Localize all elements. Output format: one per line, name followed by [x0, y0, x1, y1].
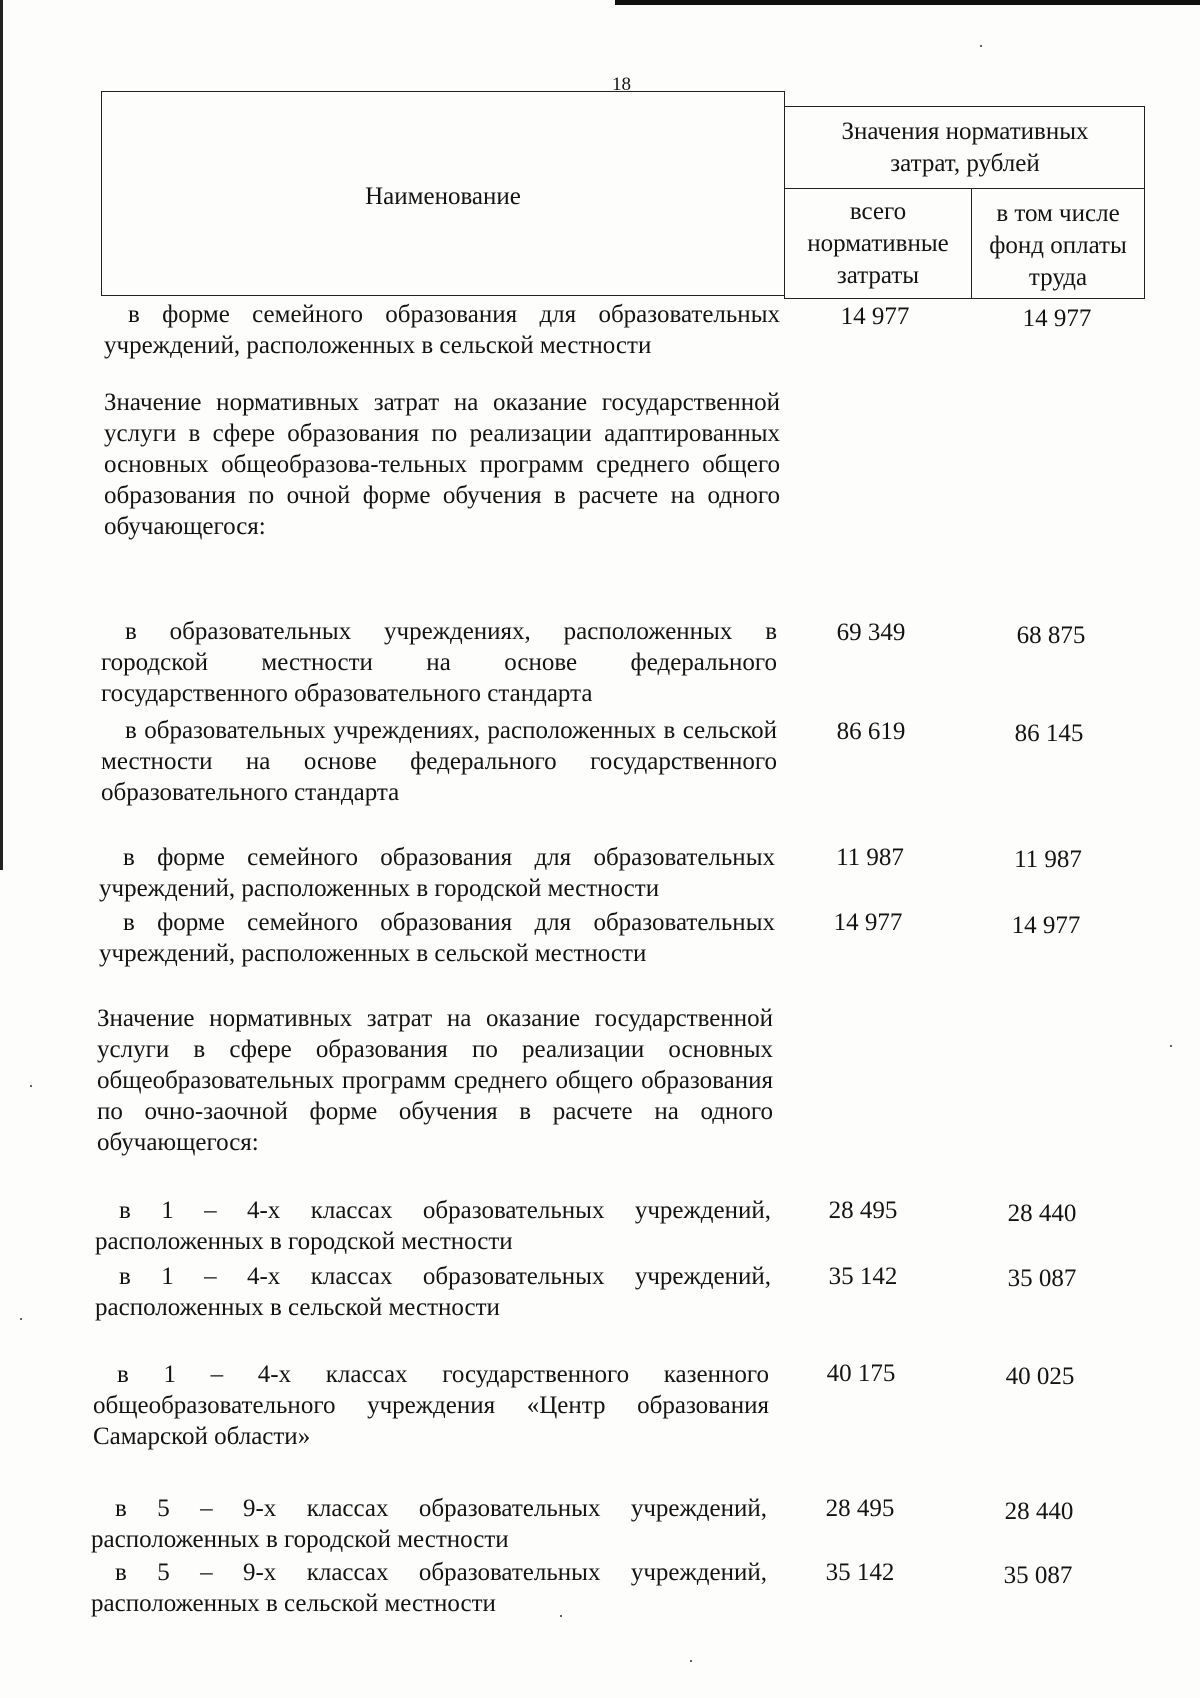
row-value-total: 35 142 — [828, 1263, 898, 1290]
scan-speck — [1170, 1045, 1172, 1047]
row-value-total: 11 987 — [836, 844, 904, 871]
header-payroll-label: в том числе фонд оплаты труда — [989, 200, 1127, 291]
row-name: в образовательных учреждениях, расположенных в сельской местности на основе федерального государственного образовательного стандарта — [101, 717, 777, 806]
scan-speck — [30, 1085, 32, 1087]
row-name: в форме семейного образования для образовательных учреждений, расположенных в городской местности — [99, 844, 775, 902]
row-value-total: 14 977 — [840, 303, 910, 330]
row-value-payroll: 35 087 — [1003, 1562, 1073, 1589]
scan-speck — [980, 45, 982, 47]
row-value-payroll: 28 440 — [1007, 1200, 1077, 1227]
row-value-payroll: 14 977 — [1011, 912, 1081, 939]
row-value-payroll: 35 087 — [1007, 1265, 1077, 1292]
row-value-payroll: 40 025 — [1005, 1363, 1075, 1390]
row-value-total: 35 142 — [825, 1559, 895, 1586]
row-name: в форме семейного образования для образовательных учреждений, расположенных в сельской местности — [104, 301, 780, 359]
row-value-payroll: 68 875 — [1016, 622, 1086, 649]
row-name: в 1 – 4-х классах образовательных учреждений, расположенных в городской местности — [95, 1197, 771, 1255]
row-value-payroll: 11 987 — [1014, 846, 1082, 873]
row-name: в 1 – 4-х классах государственного казенного общеобразовательного учреждения «Центр образования Самарской области» — [93, 1361, 769, 1450]
scan-edge-top — [615, 0, 1200, 5]
row-value-total: 14 977 — [833, 909, 903, 936]
row-name: в форме семейного образования для образовательных учреждений, расположенных в сельской местности — [99, 909, 775, 967]
scan-edge-left — [0, 0, 3, 870]
row-value-total: 28 495 — [828, 1197, 898, 1224]
row-value-total: 69 349 — [836, 619, 906, 646]
section-paragraph: Значение нормативных затрат на оказание государственной услуги в сфере образования по реализации адаптированных основных общеобразова-тельных программ среднего общего образования по очной форме обучения в расчете на одного обучающегося: — [104, 389, 780, 540]
row-name: в 5 – 9-х классах образовательных учреждений, расположенных в городской местности — [91, 1495, 767, 1553]
row-value-payroll: 14 977 — [1022, 305, 1092, 332]
row-value-total: 28 495 — [825, 1495, 895, 1522]
row-name: в 5 – 9-х классах образовательных учреждений, расположенных в сельской местности — [91, 1559, 767, 1617]
section-paragraph: Значение нормативных затрат на оказание государственной услуги в сфере образования по реализации основных общеобразовательных программ среднего общего образования по очно-заочной форме обучения в расчете на одного обучающегося: — [97, 1005, 773, 1156]
row-value-payroll: 28 440 — [1004, 1498, 1074, 1525]
row-name: в 1 – 4-х классах образовательных учреждений, расположенных в сельской местности — [95, 1263, 771, 1321]
header-values-label: Значения нормативных затрат, рублей — [841, 118, 1089, 177]
header-total-label: всего нормативные затраты — [807, 198, 949, 289]
page-number: 18 — [612, 74, 631, 95]
row-name: в образовательных учреждениях, расположенных в городской местности на основе федерального государственного образовательного стандарта — [101, 618, 777, 707]
scan-speck — [690, 1660, 692, 1662]
scan-speck — [20, 1318, 22, 1320]
row-value-payroll: 86 145 — [1014, 720, 1084, 747]
header-name-label: Наименование — [365, 183, 521, 210]
row-value-total: 40 175 — [826, 1360, 896, 1387]
row-value-total: 86 619 — [836, 718, 906, 745]
